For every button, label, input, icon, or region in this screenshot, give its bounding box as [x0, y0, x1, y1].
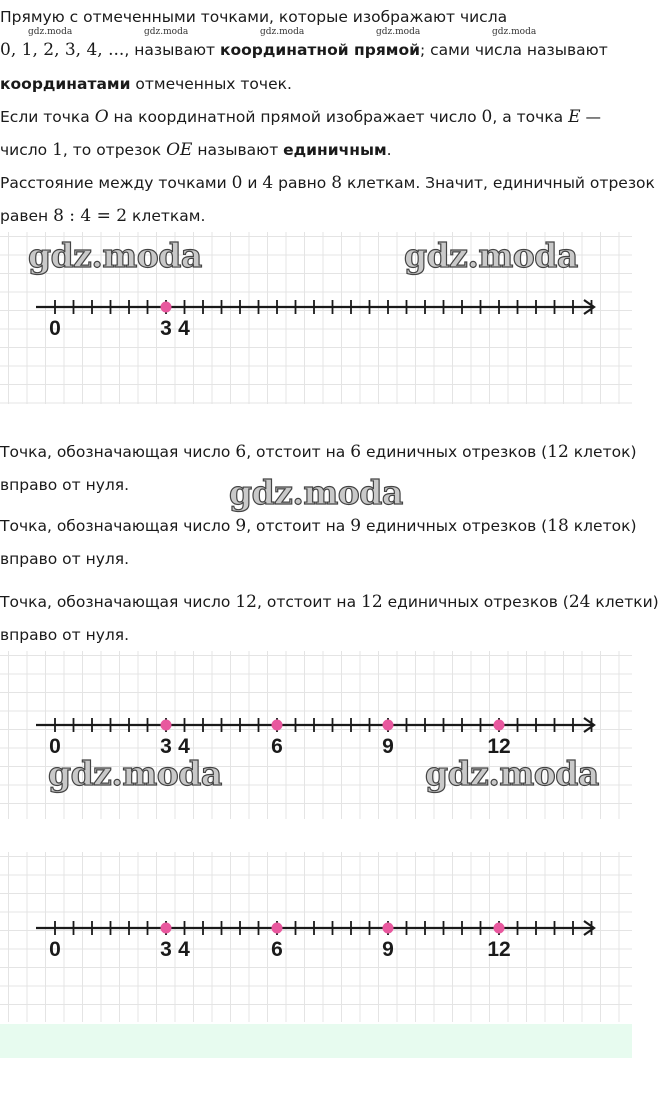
watermark: gdz.moda	[229, 473, 403, 512]
tick-label-3: 3	[160, 317, 172, 340]
marked-point-6	[272, 923, 283, 934]
tick-label-4: 4	[178, 317, 190, 340]
tick-label-4: 4	[178, 938, 190, 961]
point-text: единичных отрезков (	[382, 593, 569, 611]
tick-label-0: 0	[49, 938, 61, 961]
tick-label-0: 0	[49, 735, 61, 758]
definition-line-1	[0, 100, 632, 134]
tick-label-4: 4	[178, 735, 190, 758]
intro-line-3	[0, 67, 632, 101]
number: 4	[262, 173, 274, 193]
number: 6	[235, 442, 247, 462]
small-watermark: gdz.moda	[28, 27, 73, 37]
intro-text: ; сами числа называют	[419, 41, 608, 59]
watermark: gdz.moda	[48, 754, 222, 793]
definition-line-2	[0, 133, 632, 167]
tick-label-3: 3	[160, 735, 172, 758]
number-line-3	[0, 852, 632, 1022]
distance-line-2	[0, 199, 632, 233]
number: 18	[547, 516, 569, 536]
tick-label-0: 0	[49, 317, 61, 340]
numbers-sequence: 0, 1, 2, 3, 4, ...	[0, 40, 125, 60]
tick-label-6: 6	[271, 735, 283, 758]
tick-label-12: 12	[487, 735, 511, 758]
tick-label-9: 9	[382, 938, 394, 961]
point-9-line-1	[0, 509, 637, 543]
number-zero: 0	[481, 107, 493, 127]
point-text: Точка, обозначающая число	[0, 593, 236, 611]
tick-label-12: 12	[487, 938, 511, 961]
point-text: единичных отрезков (	[361, 517, 548, 535]
number: 12	[361, 592, 383, 612]
tick-label-9: 9	[382, 735, 394, 758]
point-text: вправо от нуля.	[0, 626, 130, 644]
equation: 8 : 4 = 2	[53, 206, 128, 226]
distance-text: равно	[273, 174, 332, 192]
marked-point-3	[161, 720, 172, 731]
intro-line-1	[0, 0, 632, 34]
watermark: gdz.moda	[425, 754, 599, 793]
marked-point-9	[383, 720, 394, 731]
point-text: единичных отрезков (	[361, 443, 548, 461]
intro-line-2	[0, 33, 632, 67]
point-e: E	[568, 107, 581, 127]
marked-point-3	[161, 923, 172, 934]
marked-point-6	[272, 720, 283, 731]
number-line-2	[0, 651, 632, 819]
small-watermark: gdz.moda	[144, 27, 189, 37]
distance-text: Расстояние между точками	[0, 174, 232, 192]
point-text: , отстоит на	[246, 517, 351, 535]
tick-label-6: 6	[271, 938, 283, 961]
footer-band	[0, 1024, 632, 1058]
point-text: Точка, обозначающая число	[0, 443, 236, 461]
point-text: клеток)	[568, 443, 637, 461]
distance-text: клеткам. Значит, единичный отрезок	[342, 174, 655, 192]
point-12-line-1	[0, 585, 659, 619]
intro-text: Прямую с отмеченными точками, которые изображают числа	[0, 8, 508, 26]
point-text: вправо от нуля.	[0, 476, 130, 494]
point-o: O	[94, 107, 109, 127]
point-text: Точка, обозначающая число	[0, 517, 236, 535]
number: 8	[331, 173, 343, 193]
term-unit: единичным	[283, 141, 387, 159]
number: 24	[568, 592, 591, 612]
watermark: gdz.moda	[28, 236, 202, 275]
term-coordinates: координатами	[0, 75, 131, 93]
grid-figure-3	[0, 852, 632, 1022]
definition-text: число	[0, 141, 53, 159]
distance-text: равен	[0, 207, 54, 225]
segment-oe: OE	[166, 140, 193, 160]
intro-text: , называют	[124, 41, 220, 59]
marked-point-9	[383, 923, 394, 934]
definition-text: —	[580, 108, 601, 126]
point-text: клеток)	[568, 517, 637, 535]
point-6-line-1	[0, 435, 637, 469]
number: 12	[547, 442, 569, 462]
definition-text: .	[386, 141, 392, 159]
watermark: gdz.moda	[404, 236, 578, 275]
definition-text: , а точка	[492, 108, 569, 126]
small-watermark: gdz.moda	[492, 27, 537, 37]
number: 12	[235, 592, 257, 612]
term-coordinate-line: координатной прямой	[219, 41, 420, 59]
distance-text: и	[242, 174, 263, 192]
point-text: клетки)	[590, 593, 659, 611]
grid-figure-1	[0, 232, 632, 404]
number: 9	[235, 516, 247, 536]
number: 6	[350, 442, 362, 462]
number: 0	[231, 173, 243, 193]
grid-figure-2	[0, 651, 632, 819]
marked-point-3	[161, 302, 172, 313]
small-watermark: gdz.moda	[376, 27, 421, 37]
point-9-line-2	[0, 542, 632, 576]
point-12-line-2	[0, 618, 632, 652]
small-watermark: gdz.moda	[260, 27, 305, 37]
definition-text: на координатной прямой изображает число	[108, 108, 482, 126]
number-one: 1	[52, 140, 63, 160]
definition-text: , то отрезок	[62, 141, 167, 159]
marked-point-12	[494, 923, 505, 934]
definition-text: называют	[192, 141, 284, 159]
intro-text: отмеченных точек.	[130, 75, 292, 93]
distance-text: клеткам.	[127, 207, 206, 225]
marked-point-12	[494, 720, 505, 731]
point-text: вправо от нуля.	[0, 550, 130, 568]
distance-line-1	[0, 166, 655, 200]
tick-label-3: 3	[160, 938, 172, 961]
number: 9	[350, 516, 362, 536]
definition-text: Если точка	[0, 108, 95, 126]
point-text: , отстоит на	[257, 593, 361, 611]
point-text: , отстоит на	[246, 443, 351, 461]
